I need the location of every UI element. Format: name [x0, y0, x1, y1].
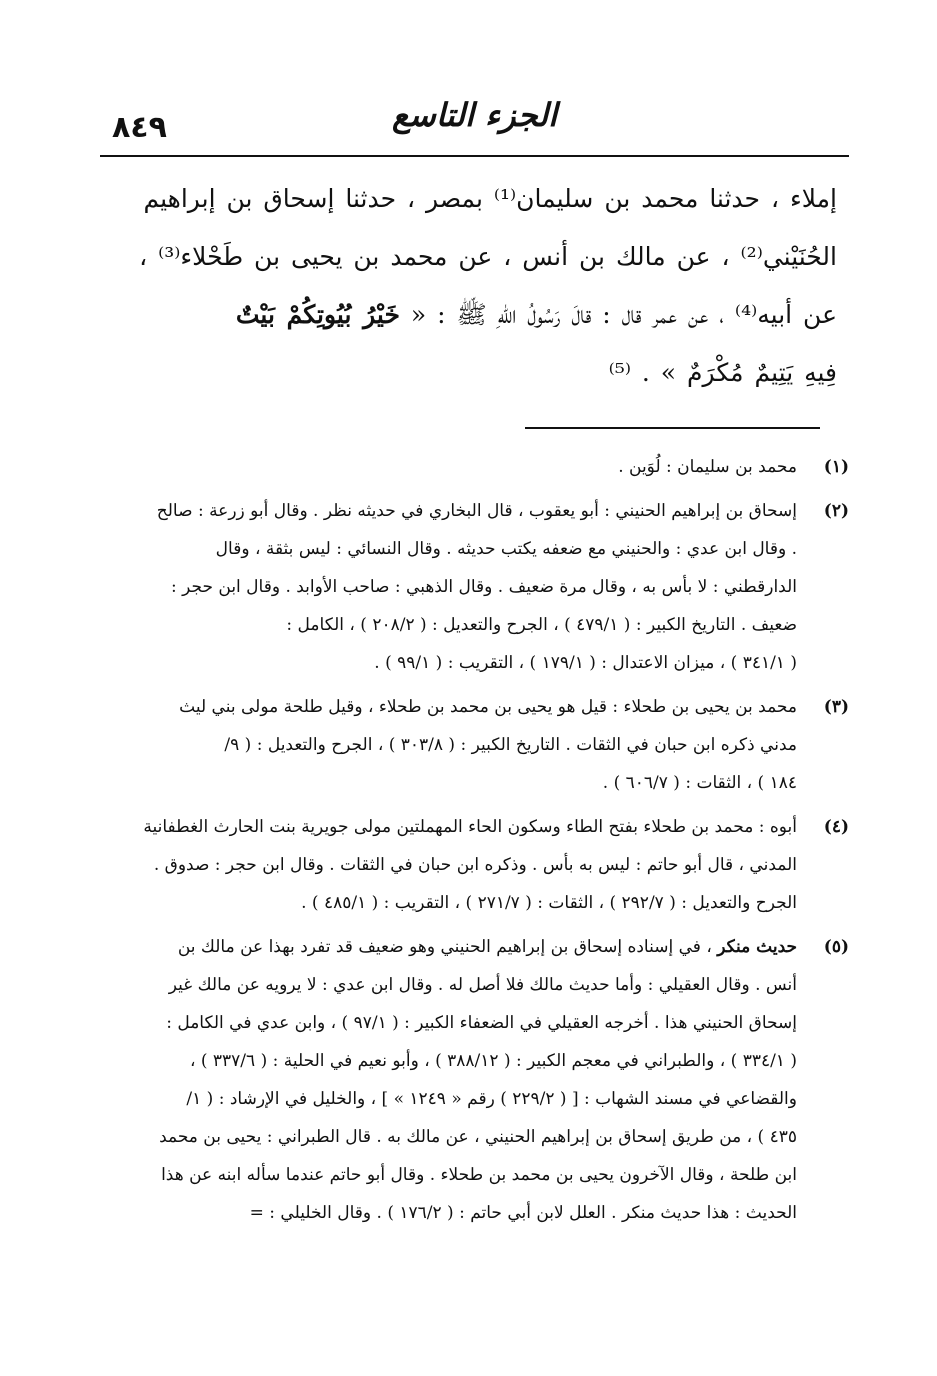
footnote-line: والقضاعي في مسند الشهاب : [ ( ٢٢٩/٢ ) رقم « ١٢٤٩ » ] ، والخليل في الإرشاد : ( ١/ — [186, 1089, 797, 1109]
main-line-3 — [100, 286, 837, 344]
footnote-line: محمد بن سليمان : لُوَين . — [618, 457, 797, 477]
main-line-3-text: عن أبيه⁽⁴⁾ ، عن عمر قال : قالَ رَسُولُ اللهِ ﷺ : « — [410, 300, 837, 329]
footnote-line: الجرح والتعديل : ( ٢٩٢/٧ ) ، الثقات : ( ٢٧١/٧ ) ، التقريب : ( ٤٨٥/١ ) . — [301, 893, 797, 913]
page-number: ٨٤٩ — [112, 110, 167, 145]
main-line-4: فِيهِ يَتِيمٌ مُكْرَمٌ » . ⁽⁵⁾ — [608, 358, 837, 387]
footnote-line: ٤٣٥ ) ، من طريق إسحاق بن إبراهيم الحنيني ، عن مالك به . قال الطبراني : يحيى بن محمد — [159, 1127, 797, 1147]
footnote-number: (٢) — [823, 501, 849, 521]
footnote-line: إسحاق بن إبراهيم الحنيني : أبو يعقوب ، قال البخاري في حديثه نظر . وقال أبو زرعة : صالح — [156, 501, 797, 521]
footnote-line: ضعيف . التاريخ الكبير : ( ٤٧٩/١ ) ، الجرح والتعديل : ( ٢٠٨/٢ ) ، الكامل : — [286, 615, 797, 635]
footnote-line: ( ٣٣٤/١ ) ، والطبراني في معجم الكبير : ( ٣٨٨/١٢ ) ، وأبو نعيم في الحلية : ( ٣٣٧/٦ ) ، — [189, 1051, 797, 1071]
footnotes — [100, 448, 849, 1238]
header-rule — [100, 155, 849, 157]
running-title: الجزء التاسع — [391, 96, 558, 134]
footnote-line: أنس . وقال العقيلي : وأما حديث مالك فلا أصل له . وقال ابن عدي : لا يرويه عن مالك غير — [168, 975, 797, 995]
footnote-line: ابن طلحة ، وقال الآخرون يحيى بن محمد بن طحلاء . وقال أبو حاتم عندما سأله ابنه عن هذا — [161, 1165, 797, 1185]
page-header — [100, 96, 849, 156]
main-line-1: إملاء ، حدثنا محمد بن سليمان⁽¹⁾ بمصر ، حدثنا إسحاق بن إبراهيم — [143, 184, 837, 213]
footnote-number: (٤) — [823, 817, 849, 837]
footnote-2 — [100, 492, 849, 682]
main-text — [100, 170, 837, 402]
hadith-text: خَيْرُ بُيُوتِكُمْ بَيْتٌ — [235, 300, 400, 329]
footnote-3 — [100, 688, 849, 802]
footnote-line-1 — [100, 928, 797, 966]
footnote-line: أبوه : محمد بن طحلاء بفتح الطاء وسكون الحاء المهملتين مولى جويرية بنت الحارث الغطفانية — [143, 817, 797, 837]
footnote-separator — [525, 427, 820, 429]
footnote-line: ١٨٤ ) ، الثقات : ( ٦٠٦/٧ ) . — [602, 773, 797, 793]
footnote-line: الدارقطني : لا بأس به ، وقال مرة ضعيف . وقال الذهبي : صاحب الأوابد . وقال ابن حجر : — [170, 577, 797, 597]
footnote-4 — [100, 808, 849, 922]
footnote-line: الحديث : هذا حديث منكر . العلل لابن أبي حاتم : ( ١٧٦/٢ ) . وقال الخليلي : = — [249, 1203, 797, 1223]
footnote-line-1-text: ، في إسناده إسحاق بن إبراهيم الحنيني وهو ضعيف قد تفرد بهذا عن مالك بن — [177, 937, 712, 957]
footnote-line: مدني ذكره ابن حبان في الثقات . التاريخ الكبير : ( ٣٠٣/٨ ) ، الجرح والتعديل : ( ٩/ — [224, 735, 797, 755]
main-line-2: الحُنَيْني⁽²⁾ ، عن مالك بن أنس ، عن محمد بن يحيى بن طَحْلاء⁽³⁾ ، — [139, 242, 837, 271]
footnote-line: المدني ، قال أبو حاتم : ليس به بأس . وذكره ابن حبان في الثقات . وقال ابن حجر : صدوق . — [153, 855, 797, 875]
footnote-line: إسحاق الحنيني هذا . أخرجه العقيلي في الضعفاء الكبير : ( ٩٧/١ ) ، وابن عدي في الكامل : — [166, 1013, 797, 1033]
footnote-number: (٣) — [823, 697, 849, 717]
footnote-5 — [100, 928, 849, 1232]
footnote-1 — [100, 448, 849, 486]
footnote-number: (٥) — [823, 937, 849, 957]
footnote-number: (١) — [823, 457, 849, 477]
footnote-lead: حديث منكر — [717, 937, 797, 957]
footnote-line: . وقال ابن عدي : والحنيني مع ضعفه يكتب حديثه . وقال النسائي : ليس بثقة ، وقال — [215, 539, 797, 559]
footnote-line: ( ٣٤١/١ ) ، ميزان الاعتدال : ( ١٧٩/١ ) ، التقريب : ( ٩٩/١ ) . — [374, 653, 797, 673]
footnote-line: محمد بن يحيى بن طحلاء : قيل هو يحيى بن محمد بن طحلاء ، وقيل طلحة مولى بني ليث — [179, 697, 797, 717]
